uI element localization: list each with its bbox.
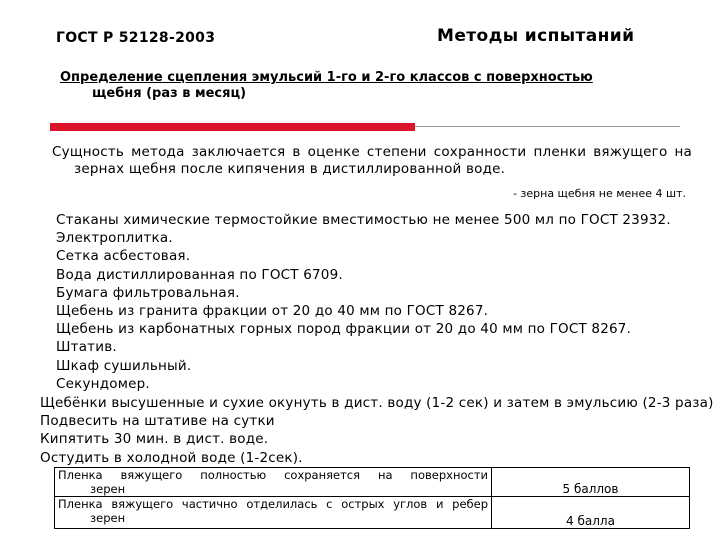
divider-line bbox=[415, 126, 680, 127]
score-table bbox=[54, 467, 690, 529]
method-essence bbox=[52, 144, 692, 178]
equipment-item: Сетка асбестовая. bbox=[56, 248, 191, 265]
sample-note: - зерна щебня не менее 4 шт. bbox=[513, 187, 686, 200]
subtitle-line-1: Определение сцепления эмульсий 1-го и 2-го классов с поверхностью bbox=[60, 70, 593, 85]
equipment-item: Вода дистиллированная по ГОСТ 6709. bbox=[56, 266, 343, 283]
equipment-item: Бумага фильтровальная. bbox=[56, 284, 240, 301]
procedure-step: Остудить в холодной воде (1-2сек). bbox=[40, 449, 303, 466]
accent-bar bbox=[50, 123, 415, 131]
essence-line-2: зернах щебня после кипячения в дистиллированной воде. bbox=[74, 161, 506, 177]
equipment-item: Электроплитка. bbox=[56, 230, 173, 247]
equipment-list bbox=[56, 211, 671, 393]
procedure-steps bbox=[40, 394, 714, 467]
score-value: 4 балла bbox=[492, 497, 690, 529]
score-value: 5 баллов bbox=[492, 468, 690, 497]
procedure-step: Кипятить 30 мин. в дист. воде. bbox=[40, 431, 269, 448]
score-description bbox=[55, 468, 492, 497]
score-desc-line-2: зерен bbox=[90, 511, 126, 525]
essence-line-1: Сущность метода заключается в оценке степени сохранности пленки вяжущего на bbox=[52, 144, 692, 160]
equipment-item: Щебень из гранита фракции от 20 до 40 мм по ГОСТ 8267. bbox=[56, 303, 489, 320]
equipment-item: Секундомер. bbox=[56, 375, 150, 392]
equipment-item: Шкаф сушильный. bbox=[56, 357, 192, 374]
slide-subtitle bbox=[60, 70, 680, 102]
equipment-item: Щебень из карбонатных горных пород фракции от 20 до 40 мм по ГОСТ 8267. bbox=[56, 321, 632, 338]
standard-number: ГОСТ Р 52128-2003 bbox=[56, 30, 216, 46]
table-row bbox=[55, 497, 690, 529]
subtitle-line-2: щебня (раз в месяц) bbox=[92, 86, 247, 101]
section-title: Методы испытаний bbox=[437, 26, 635, 46]
score-description bbox=[55, 497, 492, 529]
score-desc-line-2: зерен bbox=[90, 482, 126, 496]
equipment-item: Стаканы химические термостойкие вместимостью не менее 500 мл по ГОСТ 23932. bbox=[56, 212, 671, 228]
table-row bbox=[55, 468, 690, 497]
procedure-step: Подвесить на штативе на сутки bbox=[40, 413, 275, 430]
procedure-step: Щебёнки высушенные и сухие окунуть в дист. воду (1-2 сек) и затем в эмульсию (2-3 раза) bbox=[40, 395, 714, 411]
equipment-item: Штатив. bbox=[56, 339, 117, 356]
score-desc-line-1: Пленка вяжущего полностью сохраняется на поверхности bbox=[58, 468, 488, 482]
score-desc-line-1: Пленка вяжущего частично отделилась с острых углов и ребер bbox=[58, 497, 488, 511]
